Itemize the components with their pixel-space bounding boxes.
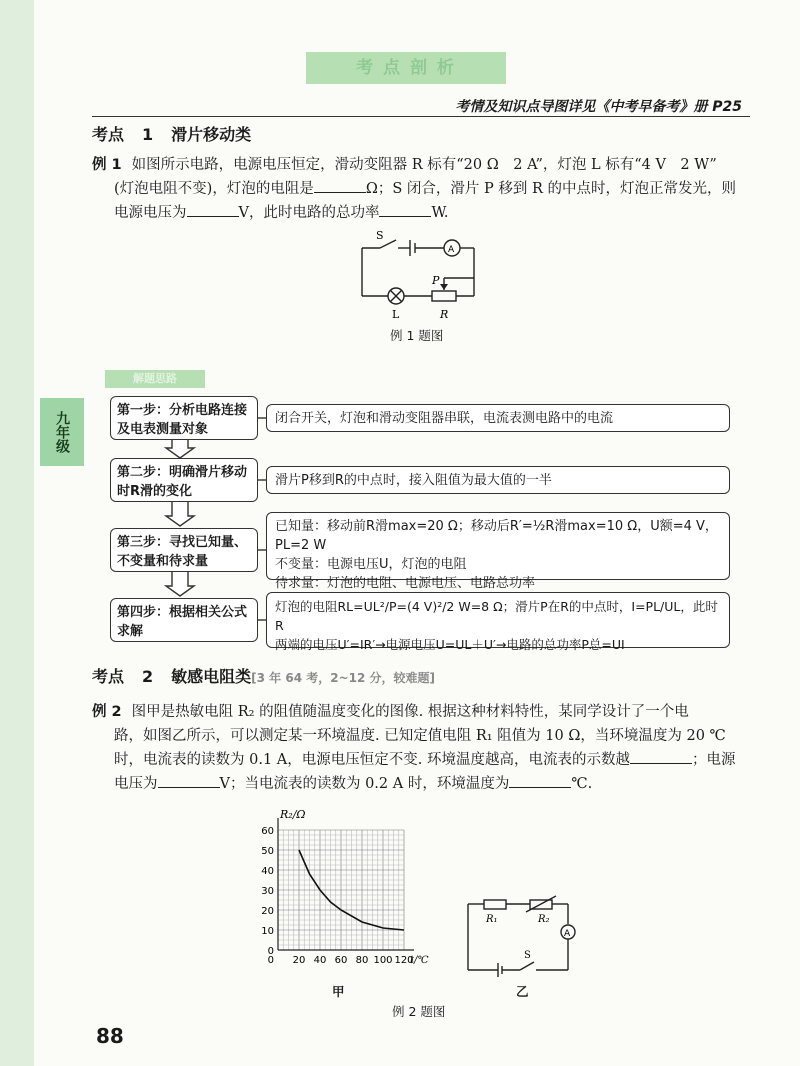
section-1-heading: [92, 122, 251, 145]
step-2-desc-box: [266, 466, 730, 494]
y-tick-label: 50: [261, 846, 274, 857]
x-tick-label: 100: [373, 955, 393, 966]
section-banner: 考 点 剖 析: [306, 52, 506, 84]
step-2-desc: 滑片P移到R的中点时，接入阻值为最大值的一半: [275, 473, 552, 488]
circuit-2-r1: R₁: [486, 914, 498, 925]
example-2-caption: 例 2 题图: [392, 1004, 446, 1019]
example-2-label: 例 2: [92, 704, 122, 720]
section-1-num: 1: [142, 125, 154, 144]
example-2-line3b: ；电源: [691, 752, 736, 768]
example-1-line3b: V，此时电路的总功率: [238, 205, 380, 221]
step-2-title: 第二步：明确滑片移动时R滑的变化: [117, 465, 248, 499]
answer-blank-1[interactable]: [314, 178, 366, 193]
example-2-line4a: 电压为: [114, 776, 158, 792]
y-tick-label: 20: [261, 906, 274, 917]
x-tick-label: 120: [394, 955, 414, 966]
answer-blank-4[interactable]: [630, 749, 692, 764]
section-2-note: [3 年 64 考，2~12 分，较难题]: [251, 671, 436, 685]
section-2-prefix: 考点: [92, 667, 125, 686]
answer-blank-6[interactable]: [509, 773, 571, 788]
step-4-desc-1: 灯泡的电阻RL=UL²/P=(4 V)²/2 W=8 Ω；滑片P在R的中点时，I=PL/UL，此时R: [275, 599, 718, 633]
y-tick-label: 30: [261, 886, 274, 897]
section-1-title: 滑片移动类: [171, 125, 252, 144]
step-1-desc-box: [266, 404, 730, 432]
x-tick-label: 20: [292, 955, 306, 966]
grade-tab: 九年级: [40, 398, 84, 466]
section-2-heading: [92, 664, 435, 687]
answer-blank-2[interactable]: [187, 202, 239, 217]
example-2-line4c: ℃.: [571, 776, 593, 792]
circuit-1-diagram: [350, 226, 490, 322]
example-1-label: 例 1: [92, 157, 122, 173]
section-2-num: 2: [142, 667, 154, 686]
step-1-desc: 闭合开关，灯泡和滑动变阻器串联，电流表测电路中的电流: [275, 411, 614, 426]
example-2-line3a: 时，电流表的读数为 0.1 A，电源电压恒定不变. 环境温度越高，电流表的示数越: [114, 752, 630, 768]
circuit-yi-label: 乙: [516, 984, 529, 999]
method-tag: 解题思路: [105, 370, 205, 388]
circuit-2-ammeter: A: [564, 929, 571, 939]
y-tick-label: 40: [261, 866, 274, 877]
answer-blank-3[interactable]: [379, 202, 431, 217]
circuit-2-diagram: [460, 890, 580, 980]
step-3-desc-3: 待求量：灯泡的电阻、电源电压、电路总功率: [275, 576, 536, 591]
example-1-line1: 如图所示电路，电源电压恒定，滑动变阻器 R 标有“20 Ω 2 A”，灯泡 L 标有“4 V 2 W”: [131, 157, 717, 173]
example-1-caption: 例 1 题图: [390, 328, 444, 343]
y-axis-label: R₂/Ω: [280, 808, 306, 821]
y-tick-label: 60: [261, 826, 274, 837]
step-3-title: 第三步：寻找已知量、不变量和待求量: [117, 535, 248, 569]
circuit-1-l: L: [392, 308, 400, 321]
step-4-desc-box: [266, 592, 730, 652]
example-2: [92, 700, 762, 796]
step-3-desc-2: 不变量：电源电压U，灯泡的电阻: [275, 557, 467, 572]
origin-label: 0: [267, 955, 274, 966]
example-2-line1: 图甲是热敏电阻 R₂ 的阻值随温度变化的图像. 根据这种材料特性，某同学设计了一个电: [131, 704, 689, 720]
reference-note: 考情及知识点导图详见《中考早备考》册 P25: [455, 99, 742, 115]
side-strip: [0, 0, 34, 1066]
step-3-desc-box: [266, 512, 730, 591]
x-tick-label: 80: [355, 955, 369, 966]
circuit-1-p: P: [432, 274, 440, 287]
example-1-line3c: W.: [431, 205, 449, 221]
step-4-desc-2: 两端的电压U′=IR′→电源电压U=UL＋U′→电路的总功率P总=UI: [275, 637, 625, 652]
example-2-line2: 路，如图乙所示，可以测定某一环境温度. 已知定值电阻 R₁ 阻值为 10 Ω，当环境温度为 20 ℃: [114, 728, 726, 744]
example-1-line2b: Ω；S 闭合，滑片 P 移到 R 的中点时，灯泡正常发光，则: [365, 181, 737, 197]
chart-jia-label: 甲: [332, 984, 345, 999]
answer-blank-5[interactable]: [158, 773, 220, 788]
header-rule: [92, 116, 750, 117]
step-3-desc-1: 已知量：移动前R滑max=20 Ω；移动后R′=½R滑max=10 Ω，U额=4 V，PL=2 W: [275, 519, 718, 553]
x-axis-label: t/℃: [410, 955, 429, 966]
page-number: 88: [96, 1024, 124, 1048]
thermistor-chart: [250, 808, 440, 978]
example-1: [92, 153, 752, 225]
section-2-title: 敏感电阻类: [171, 667, 252, 686]
circuit-1-ammeter: A: [448, 245, 455, 255]
circuit-2-r2: R₂: [538, 914, 550, 925]
x-tick-label: 60: [334, 955, 348, 966]
circuit-1-r: R: [440, 308, 449, 321]
example-1-line2a: (灯泡电阻不变)，灯泡的电阻是: [114, 181, 314, 197]
circuit-1-s: S: [376, 229, 384, 242]
flow-arrows: [110, 396, 270, 656]
step-4-title: 第四步：根据相关公式求解: [117, 605, 248, 639]
x-tick-label: 40: [313, 955, 327, 966]
y-tick-label: 10: [261, 926, 274, 937]
circuit-2-s: S: [524, 950, 531, 961]
example-2-line4b: V；当电流表的读数为 0.2 A 时，环境温度为: [219, 776, 510, 792]
y-tick-label: 0: [267, 946, 274, 957]
step-1-title: 第一步：分析电路连接及电表测量对象: [117, 403, 248, 437]
section-1-prefix: 考点: [92, 125, 125, 144]
example-1-line3a: 电源电压为: [114, 205, 187, 221]
